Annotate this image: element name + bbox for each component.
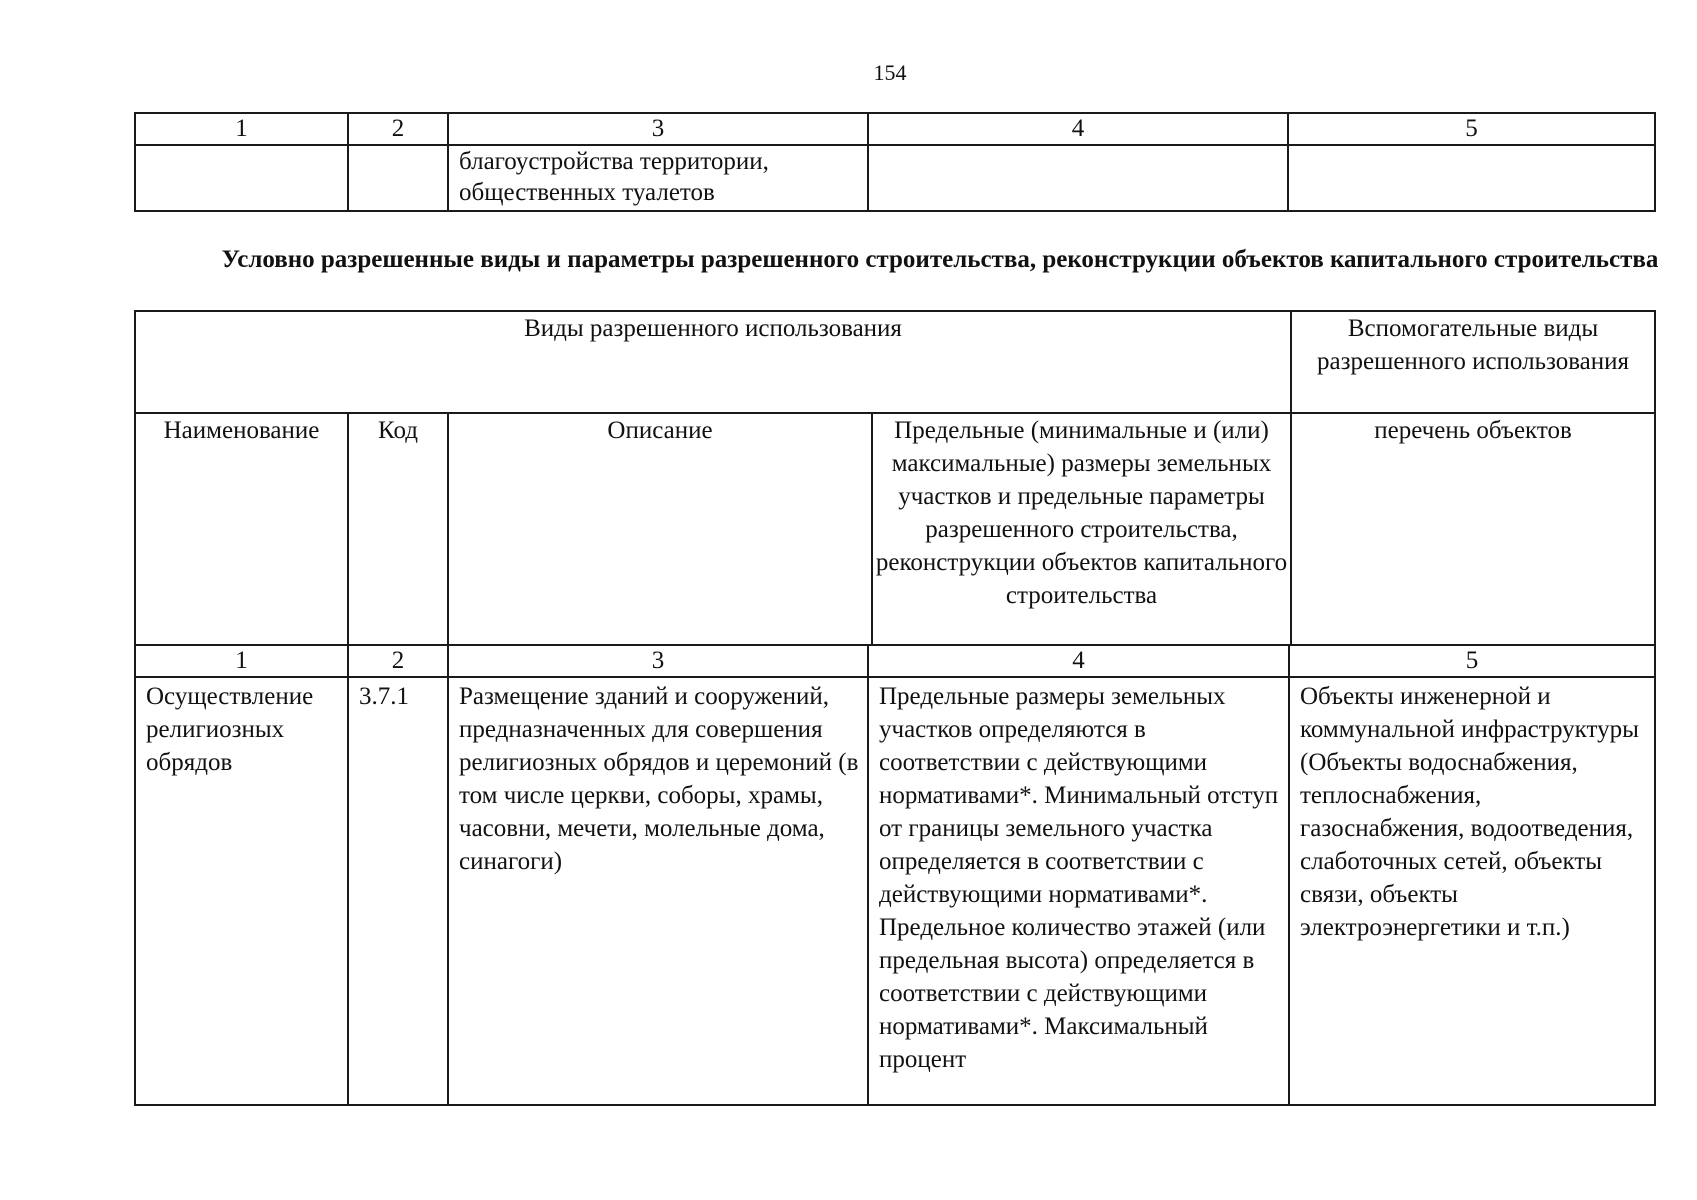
- column-number-2: 2: [348, 113, 448, 145]
- objects-cell: [1288, 145, 1655, 211]
- column-number-3: 3: [448, 113, 868, 145]
- limits-cell: [868, 145, 1288, 211]
- column-number-row: [135, 113, 1655, 145]
- name-column-header: Наименование: [135, 413, 348, 645]
- code-cell: 3.7.1: [348, 677, 448, 1105]
- column-number-1: 1: [135, 645, 348, 677]
- section-title: Условно разрешенные виды и параметры разрешенного строительства, реконструкции объектов капитального строительства: [221, 246, 1659, 273]
- permitted-uses-header: Виды разрешенного использования: [135, 311, 1291, 413]
- auxiliary-uses-header: Вспомогательные виды разрешенного использования: [1291, 311, 1655, 413]
- uses-table: [134, 644, 1656, 1106]
- column-number-4: 4: [868, 113, 1288, 145]
- column-number-1: 1: [135, 113, 348, 145]
- column-number-5: 5: [1288, 113, 1655, 145]
- column-number-4: 4: [868, 645, 1289, 677]
- description-column-header: Описание: [448, 413, 872, 645]
- column-number-3: 3: [448, 645, 868, 677]
- page-number: 154: [873, 60, 907, 85]
- header-columns-row: [135, 413, 1655, 645]
- objects-column-header: перечень объектов: [1291, 413, 1655, 645]
- objects-cell: Объекты инженерной и коммунальной инфраструктуры (Объекты водоснабжения, теплоснабжения, газоснабжения, водоотведения, слаботочных сетей, объекты связи, объекты электроэнергетики и т.п.): [1289, 677, 1655, 1105]
- table-row: [135, 677, 1655, 1105]
- table-row: [135, 145, 1655, 211]
- column-number-row: [135, 645, 1655, 677]
- limits-column-header: Предельные (минимальные и (или) максимальные) размеры земельных участков и предельные параметры разрешенного строительства, реконструкции объектов капитального строительства: [872, 413, 1291, 645]
- column-number-5: 5: [1289, 645, 1655, 677]
- header-table: [134, 310, 1656, 646]
- name-cell: [135, 145, 348, 211]
- description-cell: Размещение зданий и сооружений, предназначенных для совершения религиозных обрядов и церемоний (в том числе церкви, соборы, храмы, часовни, мечети, молельные дома, синагоги): [448, 677, 868, 1105]
- header-group-row: [135, 311, 1655, 413]
- code-cell: [348, 145, 448, 211]
- column-number-2: 2: [348, 645, 448, 677]
- name-cell: Осуществление религиозных обрядов: [135, 677, 348, 1105]
- limits-cell: Предельные размеры земельных участков определяются в соответствии с действующими нормативами*. Минимальный отступ от границы земельного участка определяется в соответствии с действующими нормативами*. Предельное количество этажей (или предельная высота) определяется в соответствии с действующими нормативами*. Максимальный процент: [868, 677, 1289, 1105]
- continued-table: [134, 112, 1656, 212]
- code-column-header: Код: [348, 413, 448, 645]
- description-cell: благоустройства территории, общественных туалетов: [448, 145, 868, 211]
